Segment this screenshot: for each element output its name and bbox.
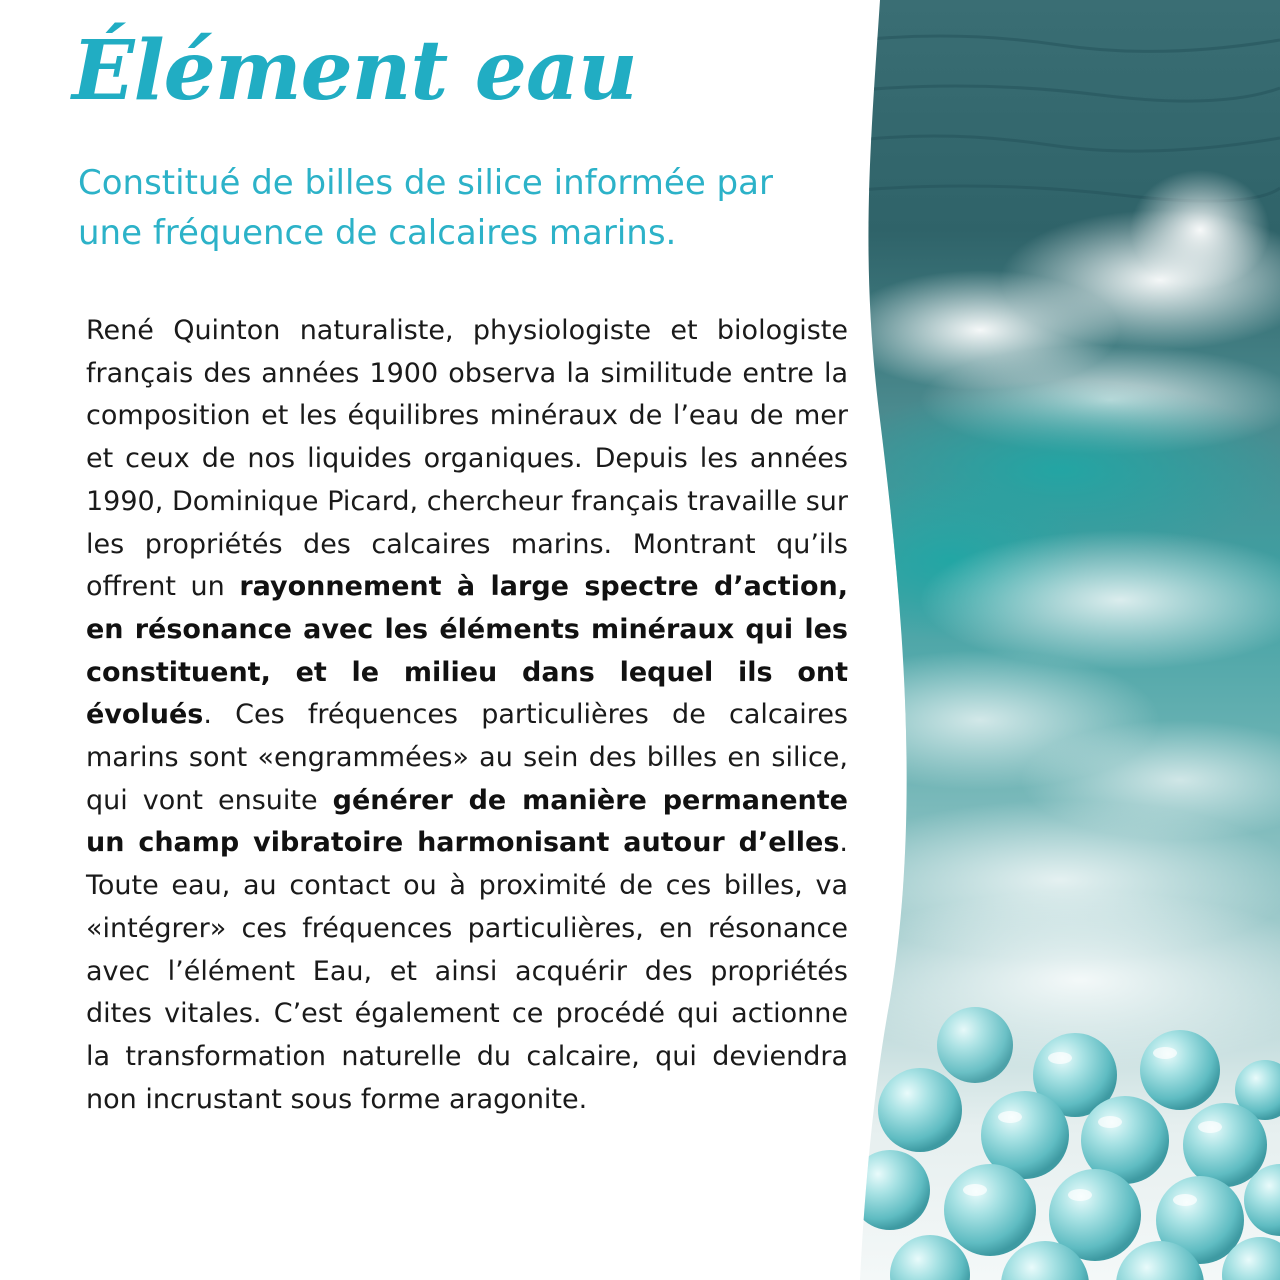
sea-image-panel bbox=[860, 0, 1280, 1280]
body-text-part-3: . Toute eau, au contact ou à proximité de ces billes, va «intégrer» ces fréquences particulières, en résonance avec l’élément Eau, et ainsi acquérir des propriétés dites vitales. C’est également ce procédé qui actionne la transformation naturelle du calcaire, qui deviendra non incrustant sous forme aragonite. bbox=[86, 827, 848, 1115]
ocean-wave-photo bbox=[860, 0, 1280, 1280]
sea-texture bbox=[860, 0, 1280, 1280]
page-subtitle: Constitué de billes de silice informée par une fréquence de calcaires marins. bbox=[78, 163, 773, 253]
body-text-part-2: . Ces fréquences particulières de calcaires marins sont «engrammées» au sein des billes en silice, qui vont ensuite bbox=[86, 699, 848, 816]
body-bold-part-2: générer de manière permanente un champ vibratoire harmonisant autour d’elles bbox=[86, 784, 848, 859]
page-title: Élément eau bbox=[72, 23, 637, 119]
body-bold-part-1: rayonnement à large spectre d’action, en résonance avec les éléments minéraux qui les constituent, et le milieu dans lequel ils ont évolués bbox=[86, 571, 848, 731]
body-text-part-1: René Quinton naturaliste, physiologiste et biologiste français des années 1900 observa la similitude entre la composition et les équilibres minéraux de l’eau de mer et ceux de nos liquides organiques. Depuis les années 1990, Dominique Picard, chercheur français travaille sur les propriétés des calcaires marins. Montrant qu’ils offrent un bbox=[86, 315, 848, 603]
body-paragraph bbox=[86, 310, 848, 1121]
